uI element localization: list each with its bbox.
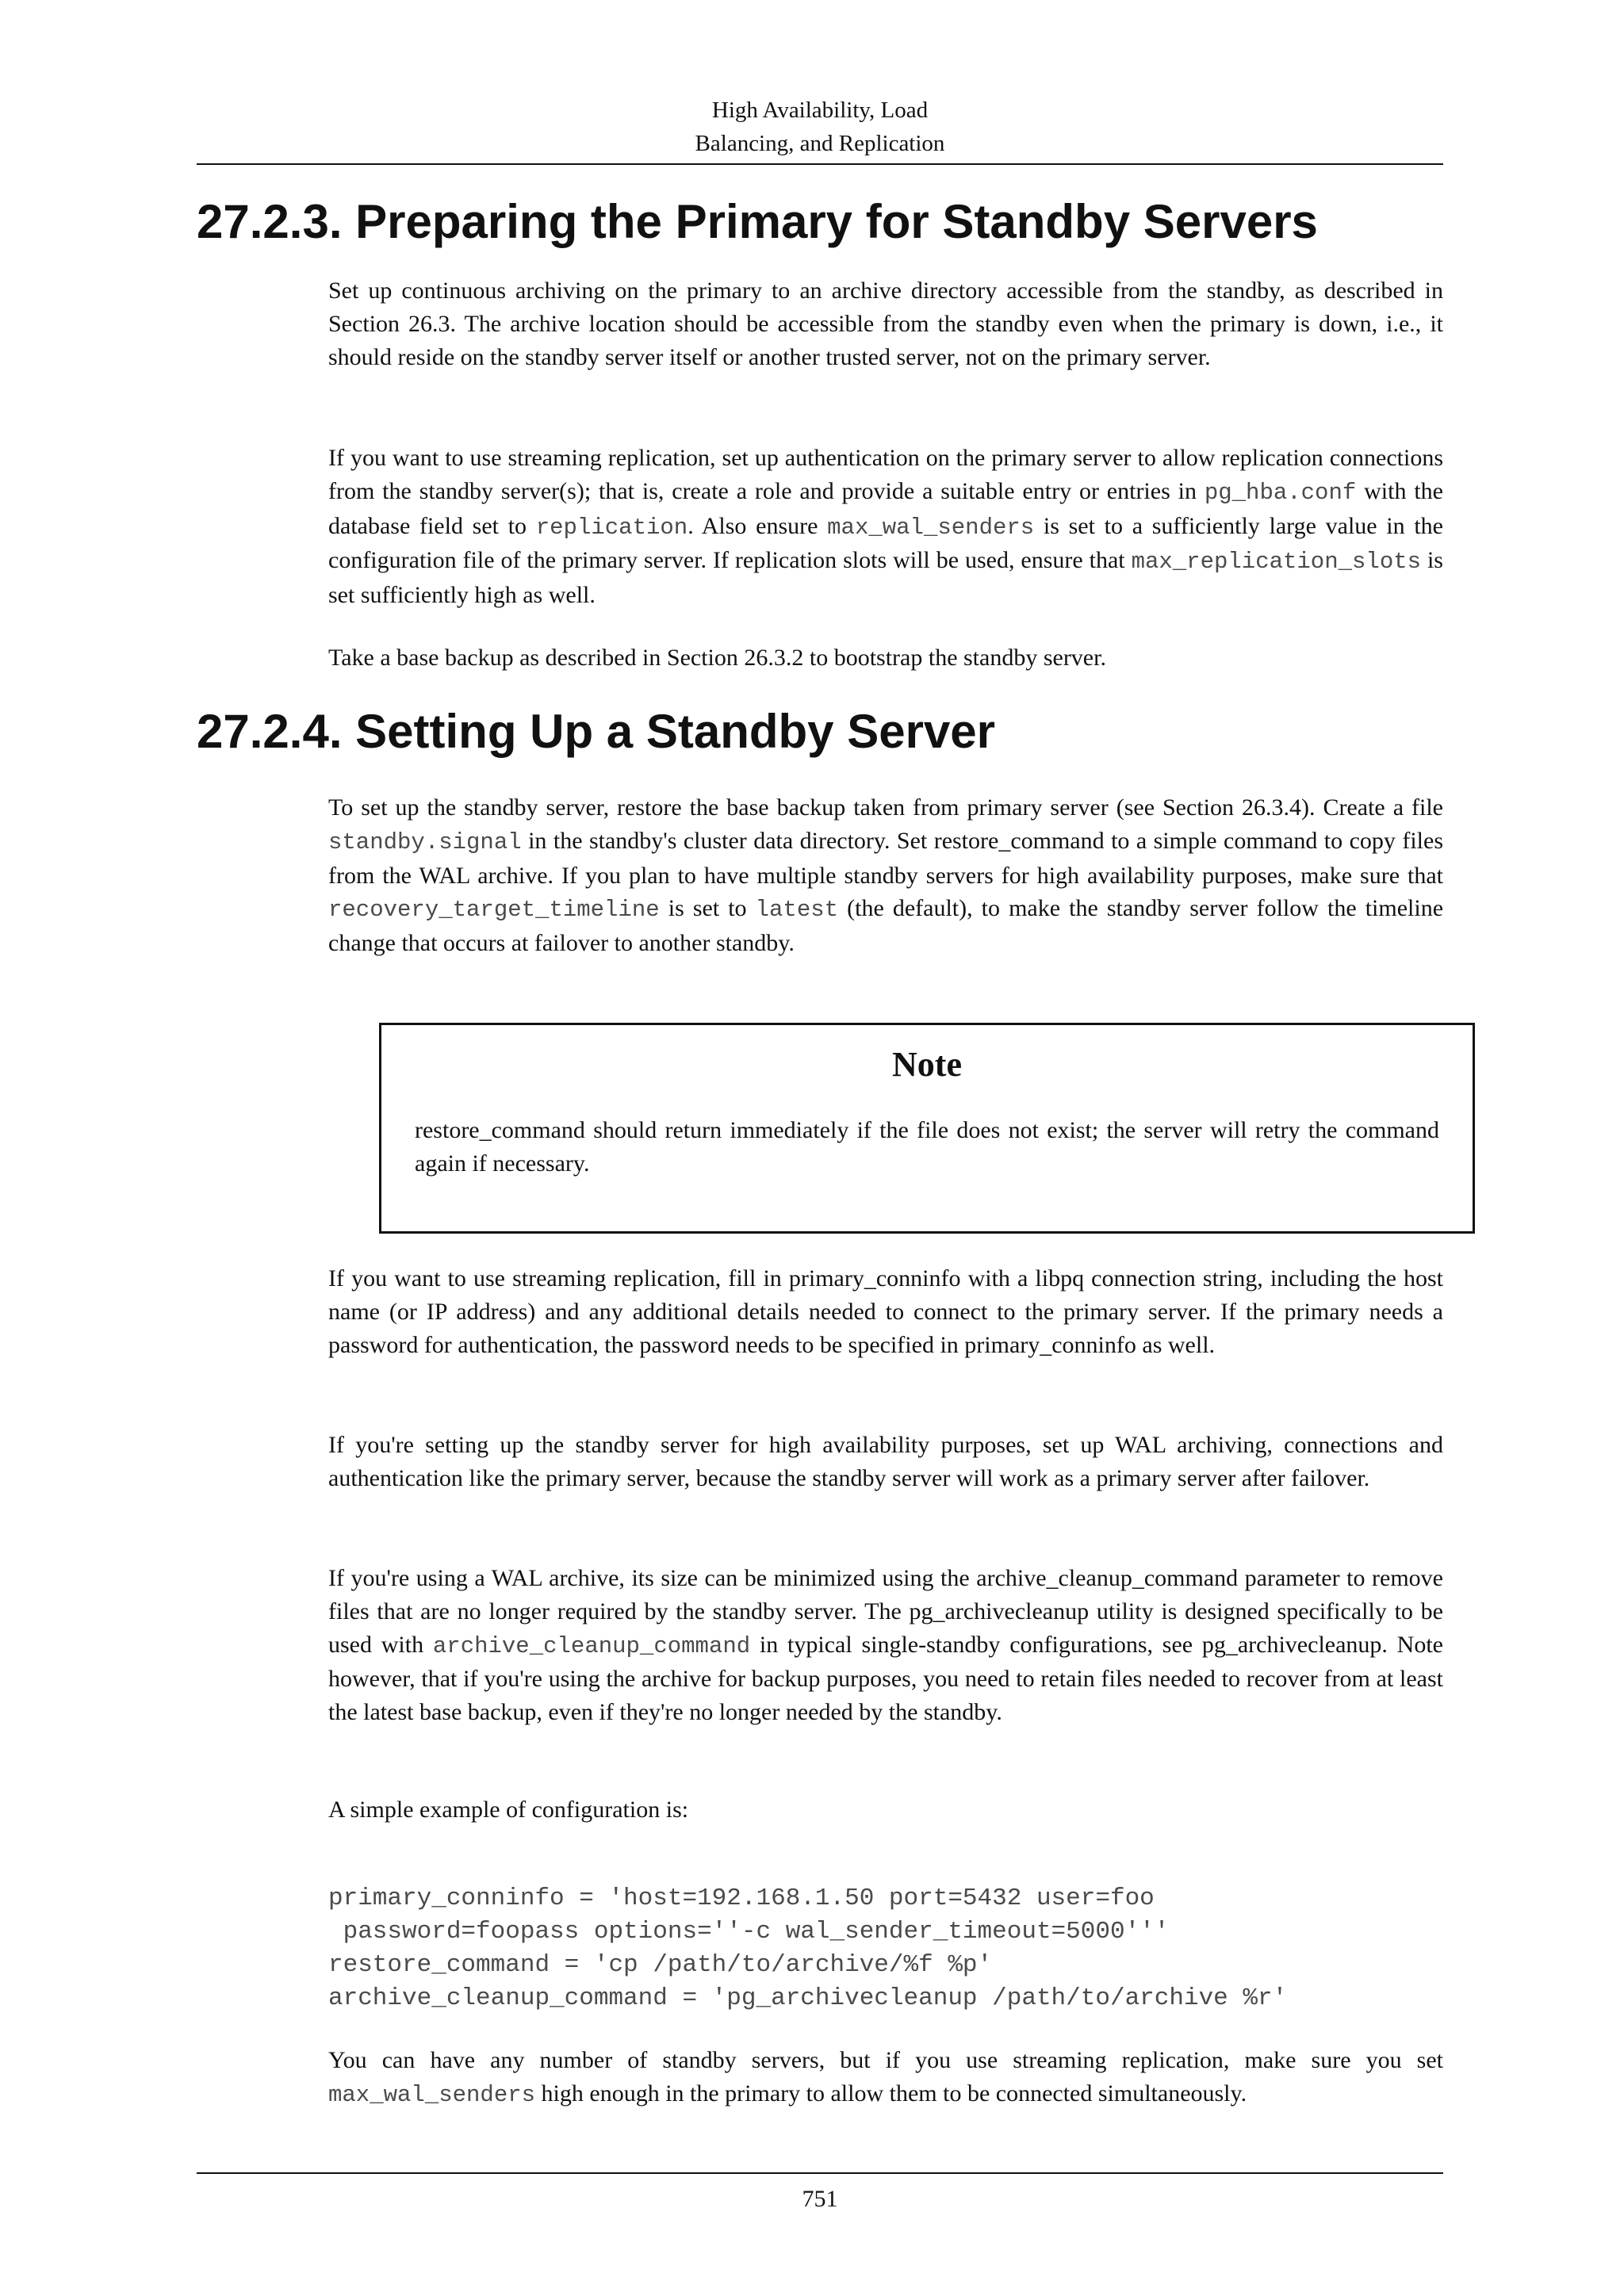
section-heading-27-2-3: 27.2.3. Preparing the Primary for Standby Servers bbox=[197, 195, 1318, 248]
running-header-line-1: High Availability, Load bbox=[711, 98, 929, 123]
code-pg-hba-conf: pg_hba.conf bbox=[1204, 479, 1357, 506]
code-max-wal-senders: max_wal_senders bbox=[328, 2081, 536, 2108]
note-title: Note bbox=[892, 1045, 962, 1084]
text-run: If you're using a WAL archive, its size can be minimized using the archive_cleanup_command parameter to remove files that are no longer required by the standby server. The pg_archivecleanup utility is designed specifically to be used with bbox=[328, 1565, 1443, 1658]
text-run: (the default), to make the standby server follow the timeline change that occurs at failover to another standby. bbox=[328, 895, 1444, 957]
text-run: with the database field set to bbox=[328, 477, 1443, 539]
text-run: in the standby's cluster data directory. Set restore_command to a simple command to copy files from the WAL archive. If you plan to have multiple standby servers for high availability purposes, make sure that bbox=[328, 827, 1443, 889]
text-run: is set to a sufficiently large value in the configuration file of the primary server. If replication slots will be used, ensure that bbox=[328, 512, 1443, 574]
code-latest: latest bbox=[755, 897, 839, 924]
running-header-line-2: Balancing, and Replication bbox=[695, 131, 945, 156]
text-run: If you want to use streaming replication, set up authentication on the primary server to allow replication connections from the standby server(s); that is, create a role and provide a suitable entry or entries in bbox=[328, 445, 1443, 504]
paragraph-number-of-standbys bbox=[328, 2044, 1443, 2112]
footer-rule bbox=[197, 2172, 1443, 2174]
paragraph-example-intro: A simple example of configuration is: bbox=[328, 1797, 689, 1823]
page-number: 751 bbox=[802, 2186, 838, 2212]
text-run: To set up the standby server, restore the base backup taken from primary server (see Section 26.3.4). Create a file bbox=[328, 794, 1443, 821]
section-heading-27-2-4: 27.2.4. Setting Up a Standby Server bbox=[197, 705, 996, 758]
header-rule bbox=[197, 163, 1443, 165]
text-run: . Also ensure bbox=[688, 512, 828, 539]
code-archive-cleanup-command: archive_cleanup_command bbox=[432, 1632, 751, 1659]
text-run: You can have any number of standby servers, but if you use streaming replication, make sure you set bbox=[328, 2047, 1443, 2073]
code-replication: replication bbox=[535, 514, 688, 541]
code-recovery-target-timeline: recovery_target_timeline bbox=[328, 897, 660, 924]
paragraph-streaming-auth bbox=[328, 442, 1443, 612]
configuration-code-block: primary_conninfo = 'host=192.168.1.50 port=5432 user=foo password=foopass options=''-c wal_sender_timeout=5000''' restore_command = 'cp /path/to/archive/%f %p' archive_cleanup_command = 'pg_archivecleanup /path/to/archive %r' bbox=[328, 1885, 1288, 2012]
code-max-wal-senders: max_wal_senders bbox=[827, 514, 1035, 541]
running-header bbox=[197, 94, 1443, 160]
paragraph-base-backup: Take a base backup as described in Section 26.3.2 to bootstrap the standby server. bbox=[328, 645, 1106, 671]
text-run: is set sufficiently high as well. bbox=[328, 547, 1443, 609]
text-run: high enough in the primary to allow them to be connected simultaneously. bbox=[535, 2080, 1247, 2107]
code-standby-signal: standby.signal bbox=[328, 828, 522, 855]
note-body: restore_command should return immediately if the file does not exist; the server will retry the command again if necessary. bbox=[415, 1117, 1439, 1177]
text-run: in typical single-standby configurations, see pg_archivecleanup. Note however, that if you're using the archive for backup purposes, you need to retain files needed to recover from at least the latest base backup, even if they're no longer needed by the standby. bbox=[328, 1631, 1443, 1726]
paragraph-primary-conninfo: If you want to use streaming replication, fill in primary_conninfo with a libpq connection string, including the host name (or IP address) and any additional details needed to connect to the primary server. If the primary needs a password for authentication, the password needs to be specified in primary_conninfo as well. bbox=[328, 1265, 1443, 1358]
paragraph-setup-standby bbox=[328, 791, 1443, 960]
text-run: is set to bbox=[659, 895, 756, 922]
paragraph-high-availability: If you're setting up the standby server for high availability purposes, set up WAL archiving, connections and authentication like the primary server, because the standby server will work as a primary server after failover. bbox=[328, 1432, 1443, 1491]
note-box bbox=[379, 1023, 1475, 1234]
code-max-replication-slots: max_replication_slots bbox=[1131, 549, 1422, 576]
paragraph-archiving: Set up continuous archiving on the primary to an archive directory accessible from the standby, as described in Section 26.3. The archive location should be accessible from the standby even when the primary is down, i.e., it should reside on the standby server itself or another trusted server, not on the primary server. bbox=[328, 277, 1443, 370]
paragraph-wal-archive bbox=[328, 1562, 1443, 1729]
